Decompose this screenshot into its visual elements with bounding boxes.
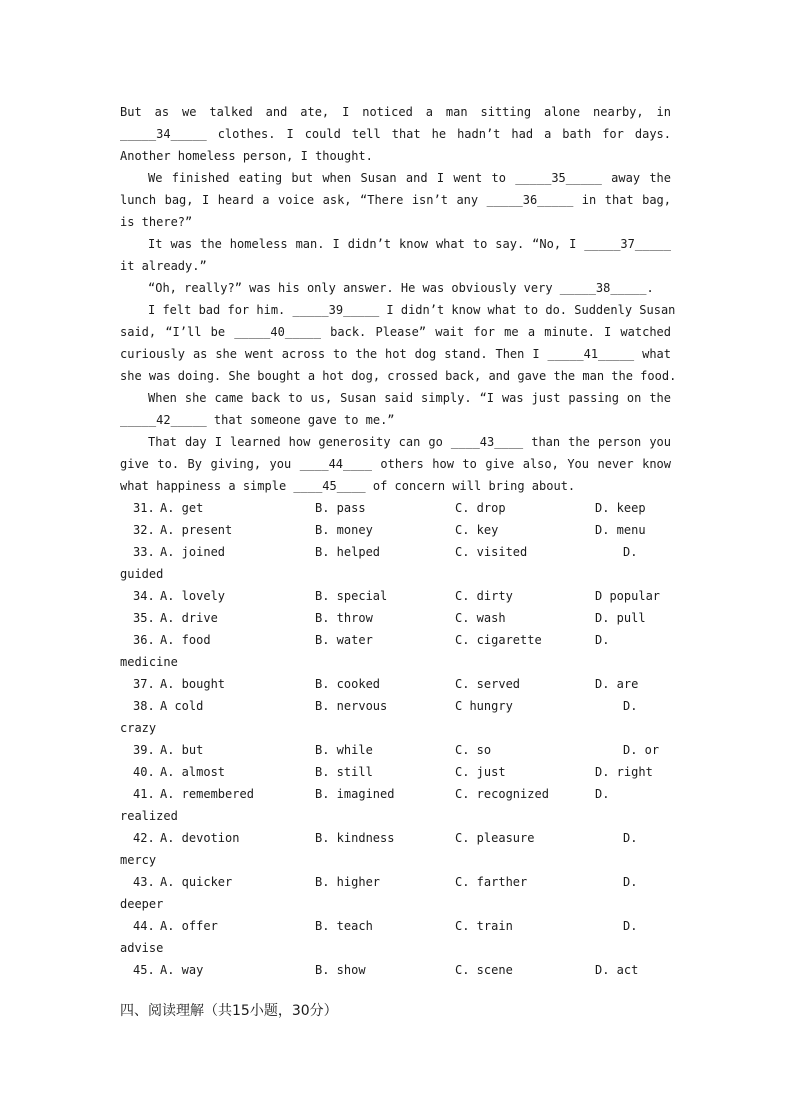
passage-line: it already.” [120,259,207,273]
option-d: D. pull [595,611,646,625]
option-b: B. helped [315,545,381,559]
option-a: A cold [160,699,204,713]
option-a: A. way [160,963,204,977]
option-c: C. farther [455,875,528,889]
passage-line: That day I learned how generosity can go ____43____ than the person you [148,435,671,449]
passage-line: she was doing. She bought a hot dog, crossed back, and gave the man the food. [120,369,677,383]
option-d-wrap: medicine [120,655,178,669]
question-number: 37. [133,677,155,691]
option-b: B. while [315,743,373,757]
option-b: B. still [315,765,373,779]
question-number: 35. [133,611,155,625]
option-d: D. right [595,765,653,779]
option-d: D. [623,545,638,559]
option-d: D. [623,919,638,933]
option-c: C. drop [455,501,506,515]
option-d: D. [595,787,610,801]
option-c: C. scene [455,963,513,977]
option-b: B. water [315,633,373,647]
option-a: A. present [160,523,233,537]
option-c: C. key [455,523,499,537]
option-a: A. offer [160,919,218,933]
option-b: B. nervous [315,699,388,713]
option-c: C. train [455,919,513,933]
option-d-wrap: crazy [120,721,157,735]
question-number: 32. [133,523,155,537]
passage-line: _____34_____ clothes. I could tell that he hadn’t had a bath for days. [120,127,671,141]
option-c: C. so [455,743,492,757]
option-a: A. get [160,501,204,515]
option-d: D. [595,633,610,647]
option-d-wrap: guided [120,567,164,581]
question-row [120,783,671,805]
option-d: D. act [595,963,639,977]
question-row [120,541,671,563]
question-number: 31. [133,501,155,515]
option-a: A. bought [160,677,226,691]
option-a: A. food [160,633,211,647]
option-a: A. quicker [160,875,233,889]
passage-line: We finished eating but when Susan and I went to _____35_____ away the [148,171,671,185]
option-d-wrap: deeper [120,897,164,911]
option-d: D. or [623,743,660,757]
passage-line: _____42_____ that someone gave to me.” [120,413,395,427]
option-d-wrap: mercy [120,853,157,867]
option-b: B. kindness [315,831,395,845]
question-row [120,497,671,519]
option-a: A. devotion [160,831,240,845]
option-c: C. pleasure [455,831,535,845]
option-a: A. but [160,743,204,757]
question-row [120,607,671,629]
option-c: C. just [455,765,506,779]
option-c: C hungry [455,699,513,713]
cloze-passage [120,101,677,497]
option-d: D. are [595,677,639,691]
option-d: D. [623,875,638,889]
passage-line: Another homeless person, I thought. [120,149,373,163]
question-number: 33. [133,545,155,559]
option-a: A. drive [160,611,218,625]
option-b: B. show [315,963,366,977]
option-b: B. special [315,589,388,603]
option-c: C. served [455,677,521,691]
question-number: 40. [133,765,155,779]
passage-line: When she came back to us, Susan said simply. “I was just passing on the [148,391,671,405]
question-row [120,827,671,849]
option-d: D. menu [595,523,646,537]
option-b: B. cooked [315,677,381,691]
passage-line: “Oh, really?” was his only answer. He was obviously very _____38_____. [148,281,654,295]
question-row [120,695,671,717]
option-c: C. dirty [455,589,513,603]
passage-line: It was the homeless man. I didn’t know what to say. “No, I _____37_____ [148,237,671,251]
option-b: B. money [315,523,373,537]
option-b: B. throw [315,611,373,625]
passage-line: is there?” [120,215,193,229]
option-c: C. visited [455,545,528,559]
question-number: 43. [133,875,155,889]
question-number: 39. [133,743,155,757]
passage-line: curiously as she went across to the hot dog stand. Then I _____41_____ what [120,347,671,361]
passage-line: I felt bad for him. _____39_____ I didn’t know what to do. Suddenly Susan [148,303,676,317]
option-a: A. almost [160,765,226,779]
question-row [120,629,671,651]
question-row [120,915,671,937]
question-number: 44. [133,919,155,933]
option-a: A. lovely [160,589,226,603]
question-row [120,585,671,607]
option-c: C. recognized [455,787,549,801]
question-row [120,959,671,981]
option-d-wrap: realized [120,809,178,823]
answer-options [120,497,671,981]
question-row [120,871,671,893]
question-row [120,519,671,541]
question-number: 38. [133,699,155,713]
question-row [120,761,671,783]
option-d: D. [623,699,638,713]
option-b: B. teach [315,919,373,933]
passage-line: lunch bag, I heard a voice ask, “There isn’t any _____36_____ in that bag, [120,193,671,207]
question-number: 42. [133,831,155,845]
question-number: 45. [133,963,155,977]
option-b: B. imagined [315,787,395,801]
question-number: 36. [133,633,155,647]
option-b: B. higher [315,875,381,889]
option-d: D. [623,831,638,845]
question-row [120,739,671,761]
question-number: 41. [133,787,155,801]
option-d: D. keep [595,501,646,515]
passage-line: give to. By giving, you ____44____ others how to give also, You never know [120,457,671,471]
option-b: B. pass [315,501,366,515]
option-a: A. joined [160,545,226,559]
option-d: D popular [595,589,661,603]
option-c: C. cigarette [455,633,542,647]
question-number: 34. [133,589,155,603]
option-c: C. wash [455,611,506,625]
passage-line: said, “I’ll be _____40_____ back. Please” wait for me a minute. I watched [120,325,671,339]
section-heading: 四、阅读理解（共15小题，30分） [120,1003,338,1019]
option-d-wrap: advise [120,941,164,955]
option-a: A. remembered [160,787,254,801]
passage-line: what happiness a simple ____45____ of concern will bring about. [120,479,576,493]
passage-line: But as we talked and ate, I noticed a man sitting alone nearby, in [120,105,671,119]
question-row [120,673,671,695]
